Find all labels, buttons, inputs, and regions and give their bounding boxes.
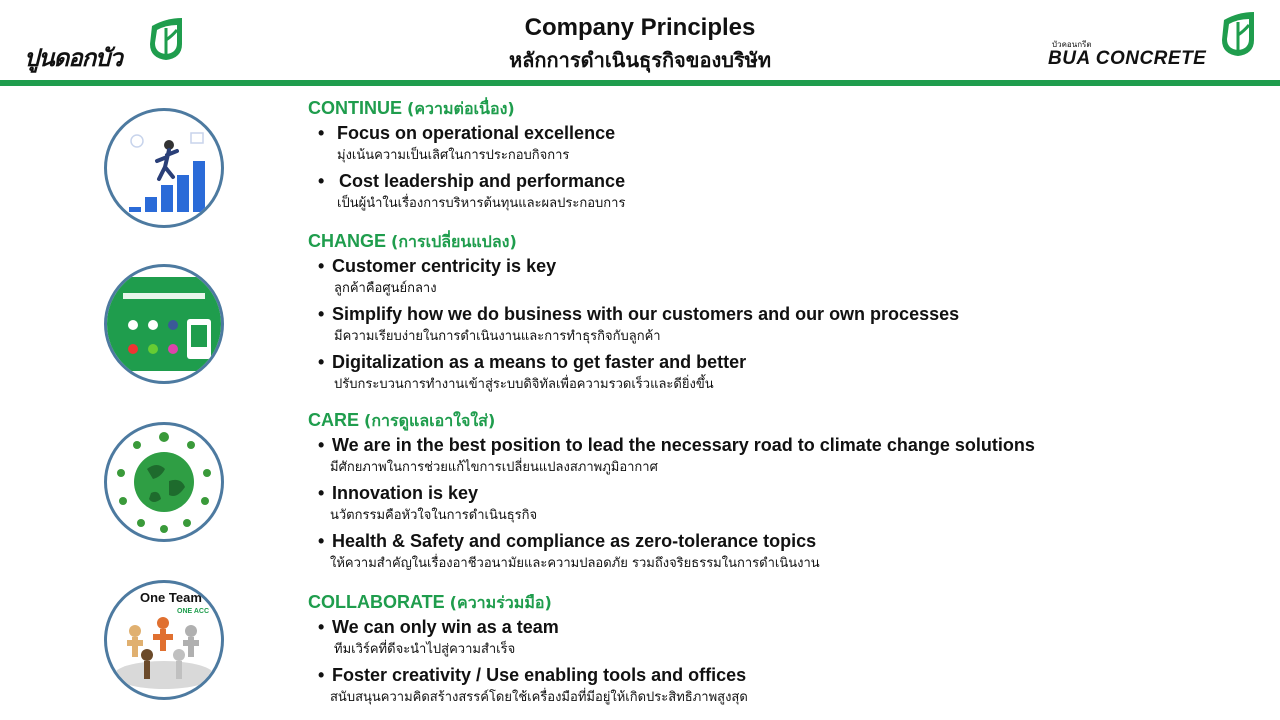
item-thai: ทีมเวิร์คที่ดีจะนำไปสู่ความสำเร็จ: [334, 642, 516, 657]
logo-right-text: BUA CONCRETE: [1048, 48, 1207, 69]
item-thai: มีศักยภาพในการช่วยแก้ไขการเปลี่ยนแปลงสภาพภูมิอากาศ: [330, 460, 658, 475]
item-thai: มุ่งเน้นความเป็นเลิศในการประกอบกิจการ: [337, 148, 570, 163]
list-item: [308, 169, 1248, 217]
item-english: • Foster creativity / Use enabling tools and offices: [318, 665, 747, 685]
page-subtitle-thai: หลักการดำเนินธุรกิจของบริษัท: [508, 48, 772, 72]
section-title: [308, 230, 1248, 254]
logo-bua-concrete: [1046, 10, 1260, 70]
section-title: [308, 409, 1248, 433]
item-thai: เป็นผู้นำในเรื่องการบริหารต้นทุนและผลประกอบการ: [337, 196, 626, 211]
list-item: [308, 529, 1248, 577]
list-item: [308, 121, 1248, 169]
section-title-en: CHANGE: [308, 231, 387, 251]
one-team-image: [104, 580, 224, 700]
item-english: • Health & Safety and compliance as zero-tolerance topics: [318, 531, 817, 551]
leaf-logo-icon: [1218, 10, 1258, 58]
section-continue: [308, 97, 1248, 217]
section-title-th: (การดูแลเอาใจใส่): [364, 411, 496, 430]
team-circle-icon: [107, 583, 221, 697]
item-english: • Customer centricity is key: [318, 256, 557, 276]
growth-chart-image: [104, 108, 224, 228]
section-title-en: CARE: [308, 410, 360, 430]
item-english: • We can only win as a team: [318, 617, 559, 637]
item-thai: ให้ความสำคัญในเรื่องอาชีวอนามัยและความปลอดภัย รวมถึงจริยธรรมในการดำเนินงาน: [330, 556, 820, 571]
item-english: • Cost leadership and performance: [318, 171, 626, 191]
growth-bars-icon: [107, 111, 221, 225]
list-item: [308, 302, 1248, 350]
item-thai: มีความเรียบง่ายในการดำเนินงานและการทำธุรกิจกับลูกค้า: [334, 329, 661, 344]
green-earth-image: [104, 422, 224, 542]
social-media-poster-image: [104, 264, 224, 384]
item-english: • Digitalization as a means to get faster and better: [318, 352, 747, 372]
header-divider: [0, 80, 1280, 86]
item-english: • Simplify how we do business with our customers and our own processes: [318, 304, 960, 324]
list-item: [308, 663, 1248, 711]
logo-left-text: ปูนดอกบัว: [24, 44, 122, 72]
list-item: [308, 433, 1248, 481]
section-change: [308, 230, 1248, 398]
item-english: • Focus on operational excellence: [318, 123, 616, 143]
item-thai: ลูกค้าคือศูนย์กลาง: [334, 281, 437, 296]
list-item: [308, 254, 1248, 302]
social-poster-icon: [107, 267, 221, 381]
logo-right-small-text: บัวคอนกรีต: [1052, 40, 1092, 49]
section-title-th: (ความต่อเนื่อง): [407, 99, 515, 118]
section-title: [308, 97, 1248, 121]
list-item: [308, 350, 1248, 398]
slide-header: [0, 0, 1280, 80]
item-thai: สนับสนุนความคิดสร้างสรรค์โดยใช้เครื่องมือที่มีอยู่ให้เกิดประสิทธิภาพสูงสุด: [330, 690, 748, 705]
list-item: [308, 615, 1248, 663]
section-title-en: COLLABORATE: [308, 592, 445, 612]
item-thai: นวัตกรรมคือหัวใจในการดำเนินธุรกิจ: [330, 508, 538, 523]
item-english: • Innovation is key: [318, 483, 479, 503]
section-care: [308, 409, 1248, 577]
section-title-th: (การเปลี่ยนแปลง): [391, 232, 517, 251]
item-english: • We are in the best position to lead the necessary road to climate change solutions: [318, 435, 1035, 455]
section-collaborate: [308, 591, 1248, 711]
section-title-th: (ความร่วมมือ): [449, 593, 552, 612]
one-team-subtitle: ONE ACC: [177, 608, 210, 615]
section-title-en: CONTINUE: [308, 98, 402, 118]
page-title: Company Principles: [524, 14, 756, 41]
one-team-title: One Team: [140, 590, 202, 605]
earth-globe-icon: [107, 425, 221, 539]
list-item: [308, 481, 1248, 529]
item-thai: ปรับกระบวนการทำงานเข้าสู่ระบบดิจิทัลเพื่อความรวดเร็วและดียิ่งขึ้น: [334, 377, 714, 392]
section-title: [308, 591, 1248, 615]
